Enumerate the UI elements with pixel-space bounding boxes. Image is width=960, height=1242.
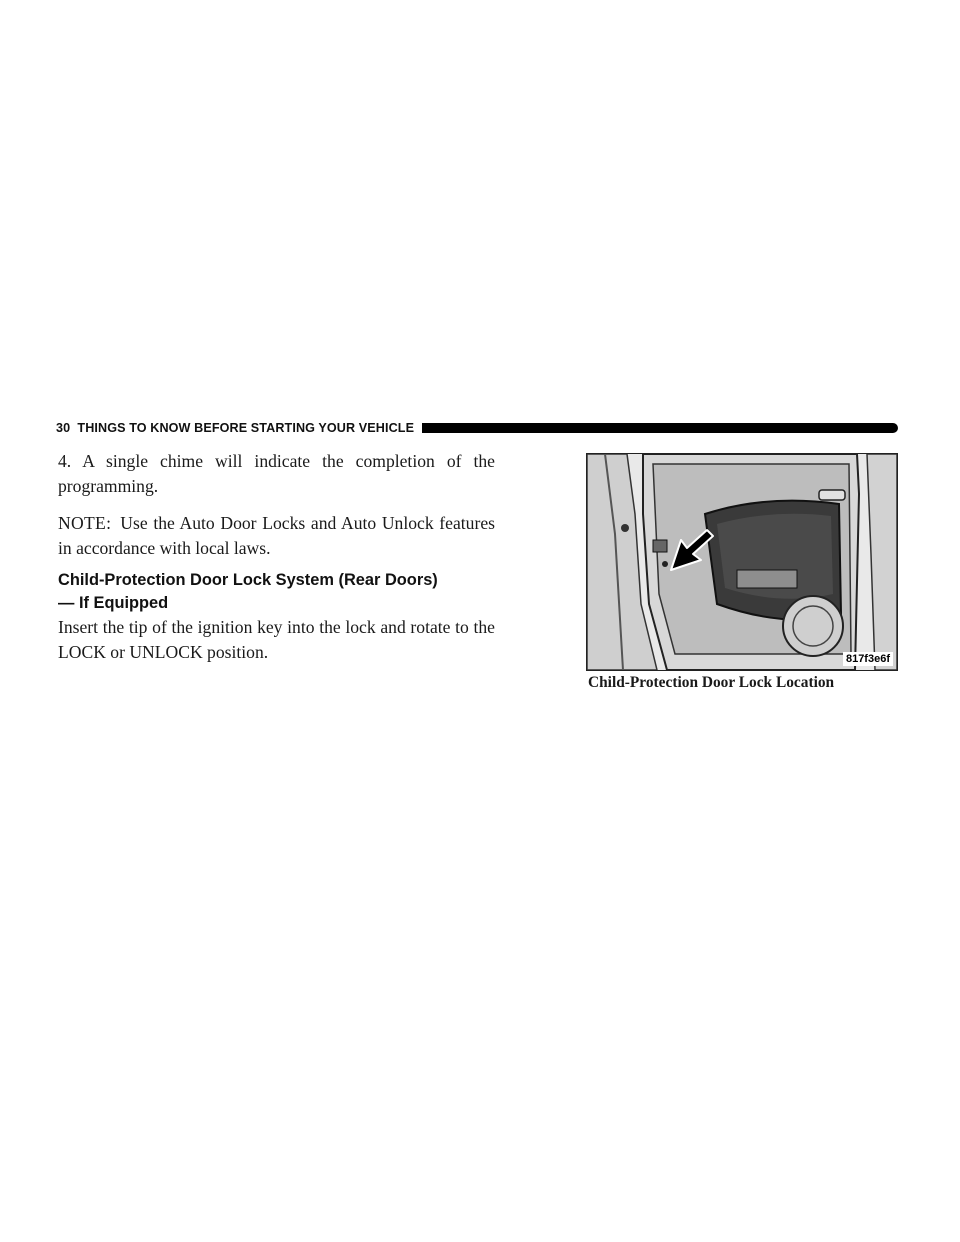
step-4-text: 4. A single chime will indicate the completion of the programming. [58, 451, 495, 496]
figure-caption: Child-Protection Door Lock Location [588, 674, 835, 691]
section-heading-line-2: — If Equipped [58, 594, 169, 612]
header-rule [422, 423, 898, 433]
page-header [56, 418, 898, 438]
door-illustration [586, 453, 898, 671]
section-heading-line-1: Child-Protection Door Lock System (Rear Doors) [58, 571, 438, 589]
arrow-pointer-icon [667, 526, 715, 574]
page-header-text [56, 421, 414, 435]
note-text: Use the Auto Door Locks and Auto Unlock features in accordance with local laws. [58, 513, 495, 558]
text-column [58, 449, 495, 665]
section-title: THINGS TO KNOW BEFORE STARTING YOUR VEHICLE [77, 421, 415, 435]
body-paragraph: Insert the tip of the ignition key into the lock and rotate to the LOCK or UNLOCK position. [58, 617, 495, 662]
page-number: 30 [56, 421, 71, 435]
note-paragraph [58, 511, 495, 561]
section-heading [58, 569, 495, 615]
note-label: NOTE: [58, 513, 112, 533]
figure-code: 817f3e6f [843, 652, 893, 666]
door-illustration-drawing [587, 454, 897, 670]
